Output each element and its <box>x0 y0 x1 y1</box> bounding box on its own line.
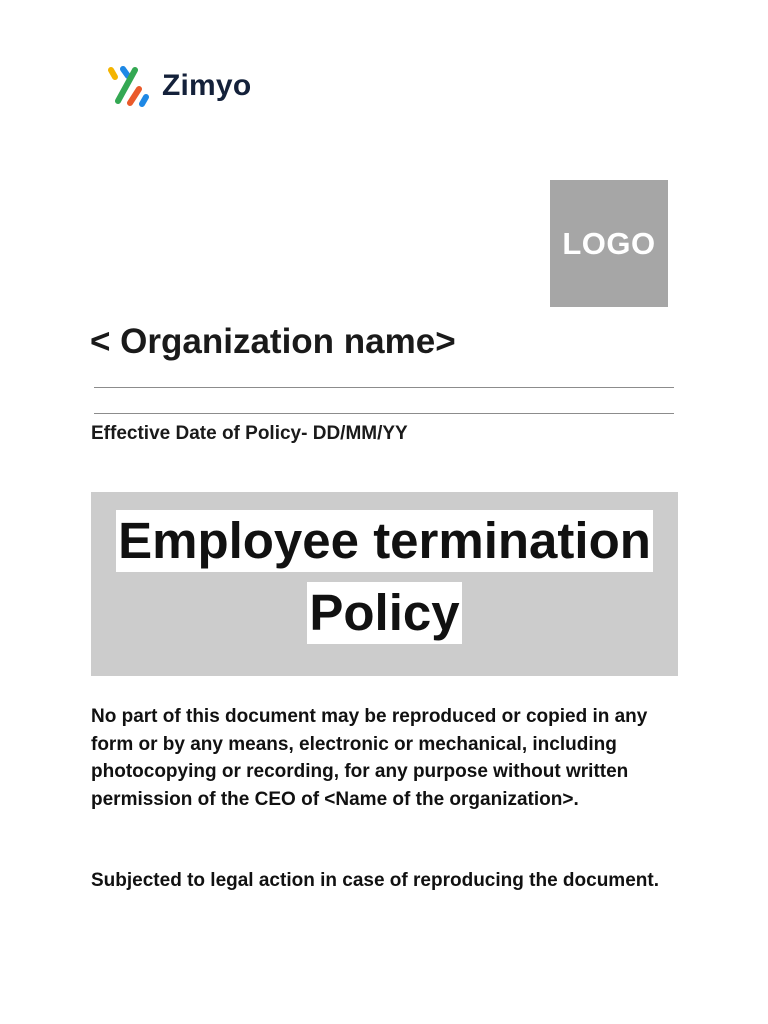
logo-placeholder <box>550 180 668 307</box>
title-line-2-wrap <box>91 582 678 644</box>
divider-top <box>94 387 674 388</box>
organization-name: < Organization name> <box>90 322 456 361</box>
title-line-1-wrap <box>91 510 678 572</box>
divider-bottom <box>94 413 674 414</box>
legal-warning: Subjected to legal action in case of reproducing the document. <box>91 870 659 891</box>
effective-date: Effective Date of Policy- DD/MM/YY <box>91 423 408 444</box>
document-title-line-1: Employee termination <box>116 510 653 572</box>
title-band <box>91 492 678 676</box>
logo-placeholder-text: LOGO <box>562 225 656 261</box>
copyright-notice: No part of this document may be reproduced or copied in any form or by any means, electronic or mechanical, including photocopying or recording, for any purpose without written permission of the CEO of <Name of the organization>. <box>91 706 648 810</box>
brand-header <box>106 62 251 110</box>
brand-name: Zimyo <box>162 69 252 102</box>
document-title-line-2: Policy <box>307 582 461 644</box>
zimyo-logo-icon <box>106 63 150 109</box>
